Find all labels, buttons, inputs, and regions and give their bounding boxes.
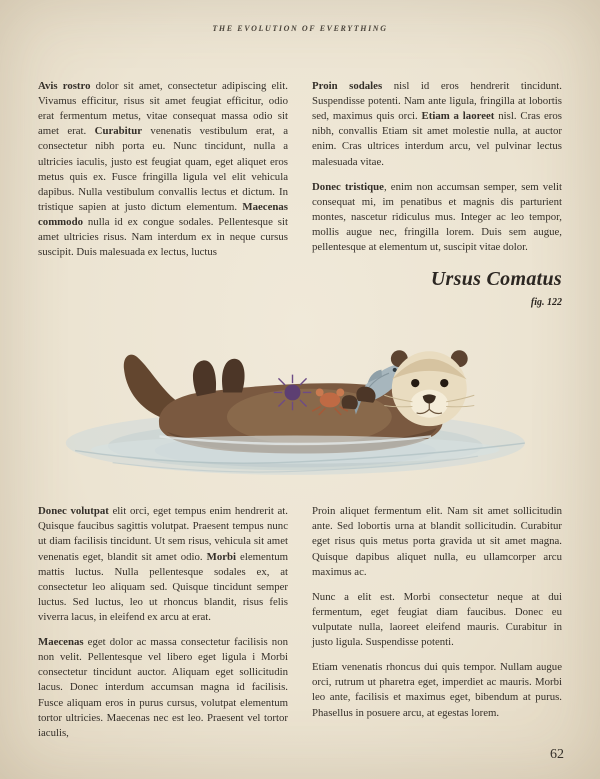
paragraph: [38, 79, 288, 260]
text-segment: Proin sodales: [312, 80, 383, 92]
bottom-left-column: [38, 504, 288, 751]
paragraph: [312, 590, 562, 650]
text-segment: Maecenas commodo: [38, 200, 288, 228]
text-segment: Maecenas: [38, 636, 84, 649]
text-segment: , enim non accumsan semper, sem velit consequat mi, im penatibus et magnis dis parturient montes, nascetur ridiculus mus. Integer ac leo tempor, mollis augue nec, fringilla lorem. Duis sem augue, pellentesque at elementum ut, suscipit vitae dolor.: [312, 180, 562, 254]
text-segment: nulla id ex congue sodales. Pellentesque sit amet ultricies risus. Nam interdum ex in neque cursus suscipit. Duis malesuada ex lectus, luctus: [38, 215, 288, 259]
top-left-column: [38, 79, 288, 310]
text-column: [312, 79, 562, 255]
text-column: [38, 504, 288, 741]
paragraph: [312, 504, 562, 580]
text-segment: Curabitur: [94, 125, 143, 138]
text-segment: dolor sit amet, consectetur adipiscing elit. Vivamus efficitur, risus sit amet feugiat efficitur, odio erat fermentum metus, vitae consequat massa odio sit amet erat.: [38, 80, 288, 138]
text-segment: Etiam venenatis rhoncus dui quis tempor. Nullam augue orci, rutrum ut pharetra eget, imperdiet ac mauris. Morbi leo ante, facilisis et maximus eget, bibendum at purus. Phasellus in posuere arcu, at egestas lorem.: [312, 661, 562, 719]
text-segment: Nunc a elit est. Morbi consectetur neque at dui fermentum, eget feugiat diam faucibus. Donec eu vulputate nulla, laoreet eleifend mauris. Curabitur in justo ligula. Suspendisse potenti.: [312, 590, 562, 649]
otter-illustration: [32, 310, 568, 488]
text-segment: Etiam a laoreet: [421, 110, 495, 123]
text-column: [38, 79, 288, 260]
paragraph: [38, 635, 288, 741]
figure-number: fig. 122: [530, 297, 562, 309]
text-segment: Donec tristique: [312, 180, 384, 193]
text-segment: Morbi: [206, 550, 237, 563]
bottom-text-section: [38, 504, 562, 751]
paragraph: [312, 660, 562, 720]
sea-urchin: [274, 375, 311, 411]
text-segment: elit orci, eget tempus enim hendrerit at. Quisque faucibus sagittis volutpat. Praesent tempus nunc ut diam facilisis tincidunt. Ut sem risus, vehicula sit amet venenatis eget, blandit sit amet odio.: [38, 505, 288, 563]
bottom-right-column: [312, 504, 562, 751]
otter-illustration-svg: [32, 310, 568, 488]
figure-caption-block: [312, 265, 562, 310]
top-right-column: [312, 79, 562, 310]
paragraph: [312, 180, 562, 256]
running-head: THE EVOLUTION OF EVERYTHING: [212, 24, 388, 33]
text-segment: elementum mattis luctus. Nulla pellentesque sodales ex, at consectetur leo aliquam sed. Quisque tincidunt semper luctus. Sed luctus, leo ut rhoncus blandit, risus felis viverra lacus, in eleifend ex arcu at erat.: [38, 550, 289, 623]
top-text-section: [38, 79, 562, 310]
text-segment: Donec volutpat: [38, 505, 109, 518]
text-segment: nisl id eros hendrerit tincidunt. Suspendisse potenti. Nam ante ligula, fringilla at lobortis sed, maximus quis orci.: [312, 80, 562, 123]
page-number: 62: [550, 747, 564, 762]
text-column: [312, 504, 562, 720]
paragraph: [38, 504, 288, 625]
text-segment: eget dolor ac massa consectetur facilisis non non velit. Pellentesque vel libero eget ligula i Morbi consectetur tincidunt auctor. Aliquam eget sollicitudin lacus. Donec interdum accumsan magna id facilisis. Fusce aliquam eros in purus cursus, volutpat elementum tortor ultricies. Maecenas nec est leo. Praesent vel tortor iaculis,: [38, 636, 288, 739]
text-segment: venenatis vestibulum erat, a consectetur nibh porta eu. Nunc tincidunt, nulla a ultricies iaculis, justo est feugiat quam, eget aliquet eros metus quis ex. Fusce fringilla ligula vel elit vehicula dapibus. Nulla vestibulum convallis lectus et dictum. In tristique sapien at justo dictum elementum.: [38, 125, 288, 213]
text-segment: Avis rostro: [38, 80, 91, 92]
figure-title: Ursus Comatus: [430, 268, 562, 291]
paragraph: [312, 79, 562, 170]
text-segment: Proin aliquet fermentum elit. Nam sit amet sollicitudin ante. Sed lobortis urna at blandit sollicitudin. Curabitur eget risus quis metus porta gravida ut sit amet magna. Quisque dapibus aliquet nulla, eu ullamcorper arcu maximus ac.: [312, 505, 562, 578]
text-segment: nisl. Cras eros nibh, convallis Etiam sit amet molestie nulla, at auctor enim. Cras ultrices interdum arcu, vel pulvinar lectus malesuada vitae.: [312, 110, 562, 168]
